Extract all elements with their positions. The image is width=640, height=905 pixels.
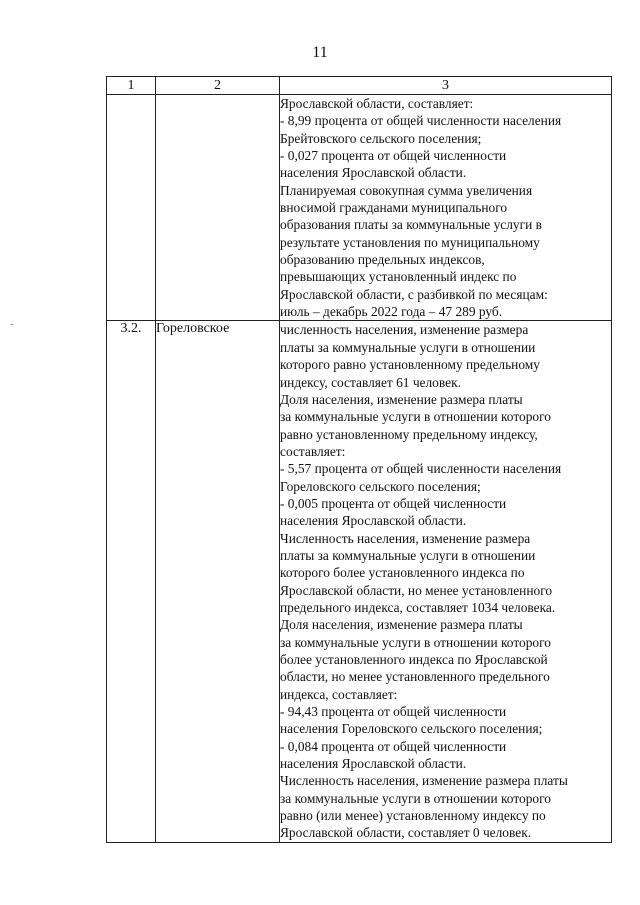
table-header-row <box>107 77 612 95</box>
text-line: платы за коммунальные услуги в отношении <box>280 547 536 563</box>
text-line: - 0,084 процента от общей численности <box>280 738 507 754</box>
text-line: Ярославской области, составляет: <box>280 96 474 111</box>
margin-mark: - <box>10 319 14 330</box>
text-line: более установленного индекса по Ярославской <box>280 652 548 667</box>
text-line: июль – декабрь 2022 года – 47 289 руб. <box>280 304 503 320</box>
table-body <box>107 95 612 843</box>
text-line: платы за коммунальные услуги в отношении <box>280 339 536 355</box>
text-line: области, но менее установленного предельного <box>280 669 550 685</box>
text-line: индексу, составляет 61 человек. <box>280 374 461 390</box>
text-line: индекса, составляет: <box>280 686 398 702</box>
row-number: 3.2. <box>107 321 156 842</box>
text-line: населения Ярославской области. <box>280 513 467 529</box>
table-row <box>107 321 612 842</box>
text-line: результате установления по муниципальному <box>280 234 540 250</box>
text-line: Численность населения, изменение размера <box>280 530 531 546</box>
text-line: - 0,027 процента от общей численности <box>280 148 507 164</box>
text-line: населения Гореловского сельского поселения; <box>280 721 543 737</box>
text-line: Ярославской области, с разбивкой по месяцам: <box>280 286 548 302</box>
text-line: населения Ярославской области. <box>280 165 467 181</box>
page-number: 11 <box>312 44 328 61</box>
text-line: за коммунальные услуги в отношении которого <box>280 634 551 650</box>
text-line: Ярославской области, составляет 0 человек. <box>280 825 532 841</box>
text-line: образования платы за коммунальные услуги в <box>280 217 542 233</box>
text-line: Брейтовского сельского поселения; <box>280 130 482 146</box>
text-line: вносимой гражданами муниципального <box>280 200 508 216</box>
text-line: которого равно установленному предельному <box>280 357 540 373</box>
text-line: предельного индекса, составляет 1034 человека. <box>280 599 556 615</box>
text-line: Ярославской области, но менее установленного <box>280 582 553 598</box>
text-line: - 94,43 процента от общей численности <box>280 704 507 720</box>
text-line: Планируемая совокупная сумма увеличения <box>280 182 533 198</box>
document-table <box>106 76 612 843</box>
text-line: равно (или менее) установленному индексу по <box>280 808 546 824</box>
text-line: Доля населения, изменение размера платы <box>280 617 523 633</box>
text-line: за коммунальные услуги в отношении которого <box>280 409 551 425</box>
text-line: населения Ярославской области. <box>280 756 467 772</box>
text-line: - 0,005 процента от общей численности <box>280 495 507 511</box>
text-line: Численность населения, изменение размера платы <box>280 773 568 789</box>
text-line: Гореловского сельского поселения; <box>280 478 481 494</box>
settlement-name <box>156 95 280 321</box>
text-line: численность населения, изменение размера <box>280 322 529 338</box>
text-line: - 8,99 процента от общей численности населения <box>280 113 562 129</box>
text-line: за коммунальные услуги в отношении которого <box>280 790 551 806</box>
text-line: составляет: <box>280 443 346 459</box>
text-line: Доля населения, изменение размера платы <box>280 391 523 407</box>
row-number <box>107 95 156 321</box>
text-line: - 5,57 процента от общей численности населения <box>280 461 562 477</box>
description-cell <box>280 321 612 842</box>
text-line: образованию предельных индексов, <box>280 252 485 268</box>
description-cell <box>280 95 612 321</box>
table-row <box>107 95 612 321</box>
text-line: равно установленному предельному индексу, <box>280 426 538 442</box>
text-line: превышающих установленный индекс по <box>280 269 517 285</box>
settlement-name: Гореловское <box>156 321 280 842</box>
text-line: которого более установленного индекса по <box>280 565 525 581</box>
column-header-1: 1 <box>107 77 156 95</box>
column-header-2: 2 <box>156 77 280 95</box>
column-header-3: 3 <box>280 77 612 95</box>
